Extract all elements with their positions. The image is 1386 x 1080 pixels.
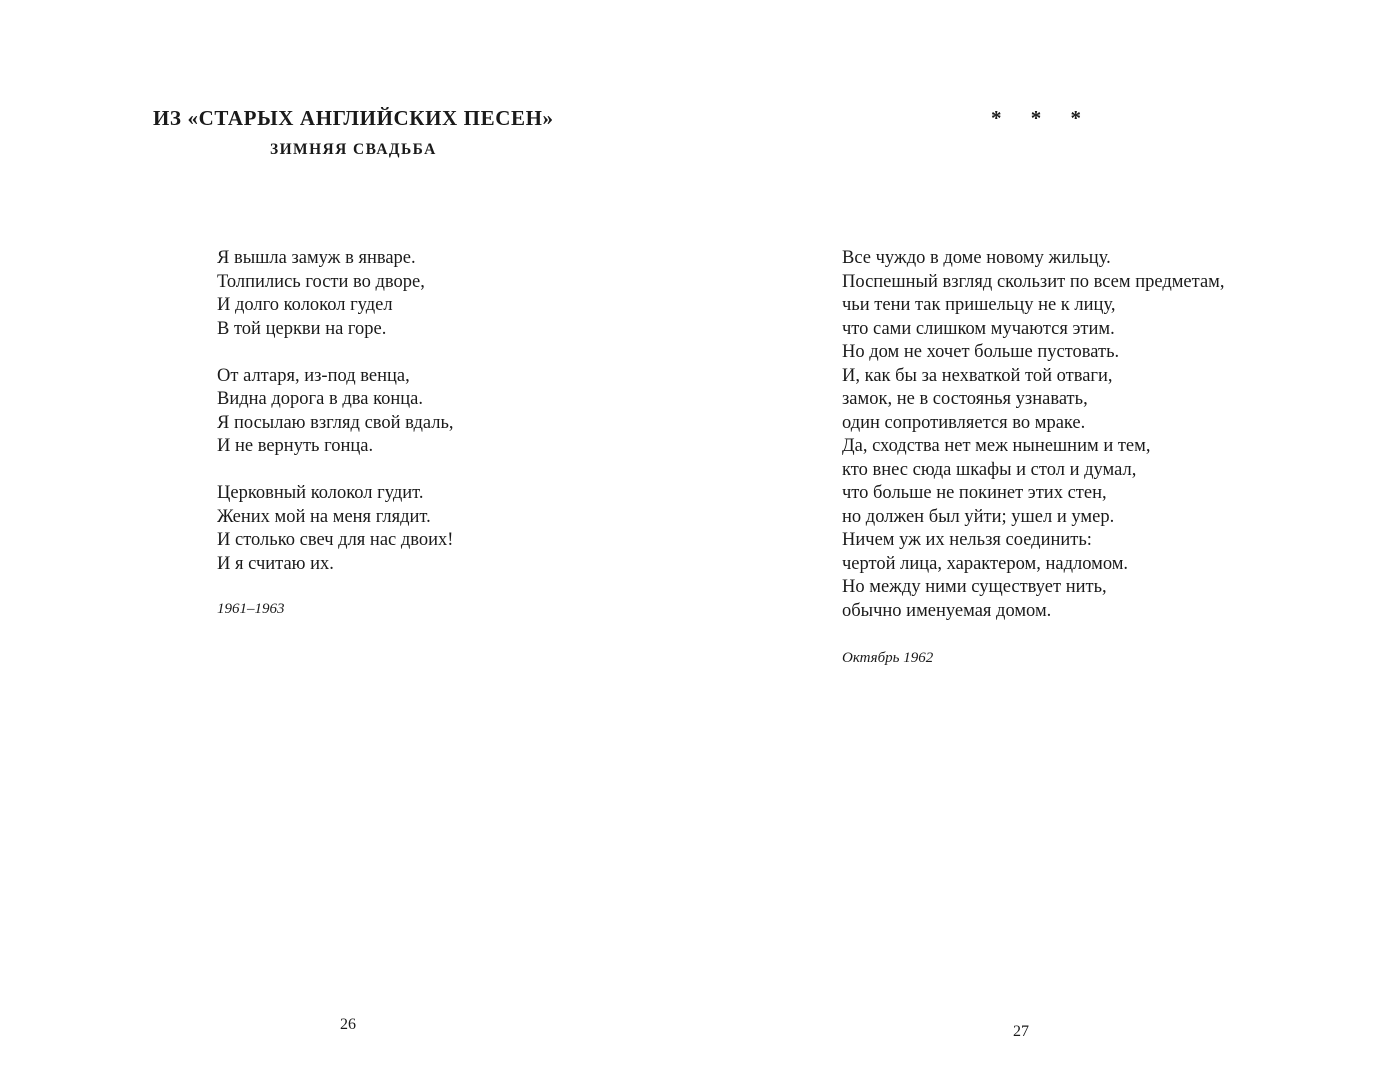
poem-line: Да, сходства нет меж нынешним и тем, xyxy=(842,436,1151,456)
poem-line: И не вернуть гонца. xyxy=(217,436,374,456)
poem-date: 1961–1963 xyxy=(217,601,285,617)
poem-line: Я посылаю взгляд свой вдаль, xyxy=(217,412,454,433)
right-page xyxy=(693,0,1386,1080)
poem-line: обычно именуемая домом. xyxy=(842,600,1052,621)
poem-line: что больше не покинет этих стен, xyxy=(842,483,1107,503)
poem-line: чертой лица, характером, надломом. xyxy=(842,553,1129,574)
poem-line: но должен был уйти; ушел и умер. xyxy=(842,506,1115,527)
poem-line: замок, не в состоянья узнавать, xyxy=(842,389,1088,409)
poem-line: Я вышла замуж в январе. xyxy=(217,248,416,268)
stanza xyxy=(217,365,454,459)
poem-line: Но между ними существует нить, xyxy=(842,577,1107,597)
stanza xyxy=(217,247,454,341)
page-number: 27 xyxy=(1013,1023,1029,1040)
poem-house xyxy=(842,247,1225,623)
stanza xyxy=(217,482,454,576)
poem-line: Поспешный взгляд скользит по всем предметам, xyxy=(842,271,1225,292)
poem-winter-wedding xyxy=(217,247,454,576)
poem-line: И долго колокол гудел xyxy=(217,295,393,315)
poem-line: И, как бы за нехваткой той отваги, xyxy=(842,365,1113,386)
poem-line: В той церкви на горе. xyxy=(217,318,387,339)
poem-title: ИЗ «СТАРЫХ АНГЛИЙСКИХ ПЕСЕН» xyxy=(153,106,554,130)
poem-line: один сопротивляется во мраке. xyxy=(842,412,1086,433)
stanza xyxy=(842,247,1225,623)
poem-line: Но дом не хочет больше пустовать. xyxy=(842,342,1120,362)
poem-line: кто внес сюда шкафы и стол и думал, xyxy=(842,459,1137,480)
poem-subtitle: ЗИМНЯЯ СВАДЬБА xyxy=(270,141,437,158)
poem-line: Толпились гости во дворе, xyxy=(217,271,425,292)
poem-line: чьи тени так пришельцу не к лицу, xyxy=(842,295,1116,315)
poem-line: Церковный колокол гудит. xyxy=(217,483,424,503)
poem-line: От алтаря, из-под венца, xyxy=(217,365,410,386)
poem-line: Все чуждо в доме новому жильцу. xyxy=(842,248,1111,268)
asterism-heading: * * * xyxy=(991,106,1093,130)
poem-line: Видна дорога в два конца. xyxy=(217,389,424,409)
poem-line: Жених мой на меня глядит. xyxy=(217,506,431,527)
poem-line: И я считаю их. xyxy=(217,553,334,574)
poem-line: что сами слишком мучаются этим. xyxy=(842,318,1115,339)
poem-line: Ничем уж их нельзя соединить: xyxy=(842,530,1092,550)
poem-date: Октябрь 1962 xyxy=(842,650,934,666)
page-number: 26 xyxy=(340,1016,356,1033)
poem-line: И столько свеч для нас двоих! xyxy=(217,530,454,550)
